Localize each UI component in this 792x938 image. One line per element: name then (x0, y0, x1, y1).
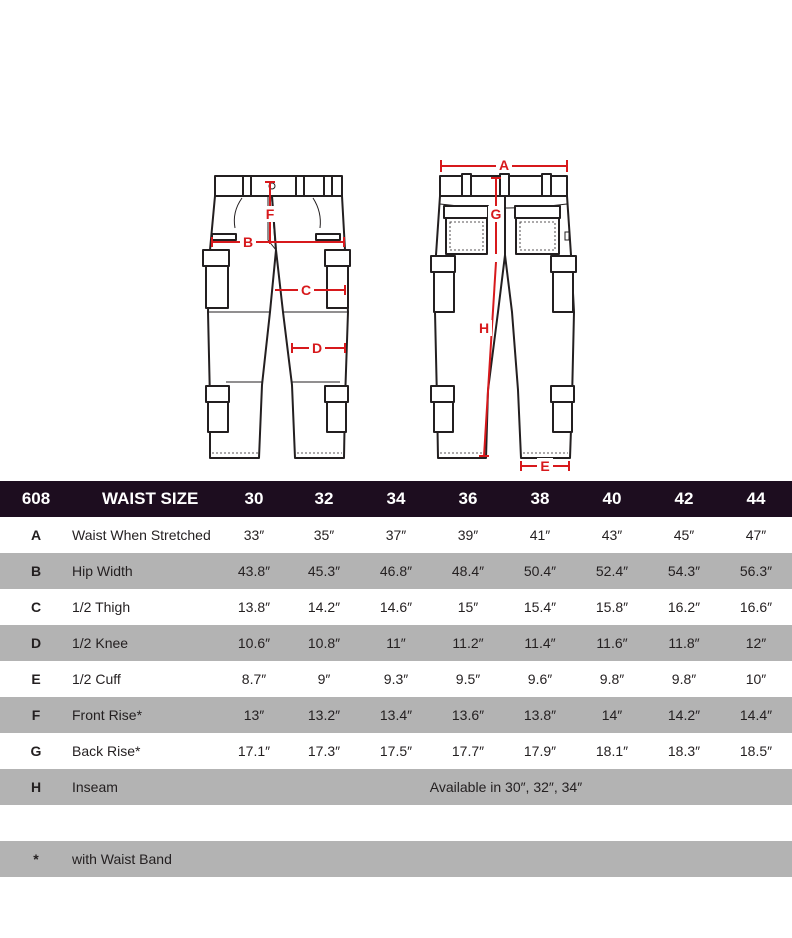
footnote-text: with Waist Band (72, 851, 172, 867)
model-number: 608 (21, 489, 51, 508)
row-label: Hip Width (72, 563, 133, 579)
cell-value: 52.4″ (595, 563, 629, 579)
cell-value: 13.6″ (451, 707, 485, 723)
row-code: C (30, 599, 42, 615)
cell-value: 17.7″ (451, 743, 485, 759)
cell-value: 11.8″ (668, 635, 700, 651)
row-code: A (30, 527, 42, 543)
cell-value: 41″ (529, 527, 551, 543)
cell-value: 50.4″ (523, 563, 557, 579)
cell-value: 39″ (457, 527, 479, 543)
row-code: F (31, 707, 41, 723)
cell-value: 47″ (745, 527, 767, 543)
cell-value: 13.2″ (307, 707, 341, 723)
cell-value: 14.6″ (379, 599, 413, 615)
cell-value: 13.4″ (379, 707, 413, 723)
row-label: 1/2 Cuff (72, 671, 121, 687)
row-label: 1/2 Thigh (72, 599, 131, 615)
cell-value: 43.8″ (237, 563, 271, 579)
row-code: G (30, 743, 42, 759)
waist-size-header: WAIST SIZE (102, 489, 199, 508)
cell-value: 15.4″ (523, 599, 557, 615)
cell-value: 45.3″ (307, 563, 341, 579)
size-chart-table (0, 481, 792, 877)
cell-value: 13″ (243, 707, 265, 723)
row-code: H (30, 779, 42, 795)
row-label: Inseam (72, 779, 118, 795)
marker-f: F (265, 206, 275, 222)
cell-value: 11″ (386, 635, 406, 651)
row-code: B (30, 563, 42, 579)
cell-value: 11.4″ (524, 635, 556, 651)
size-header: 42 (674, 489, 694, 508)
cell-value: 9.8″ (599, 671, 625, 687)
marker-b: B (242, 234, 254, 250)
cell-value: 54.3″ (667, 563, 701, 579)
cell-value: 9.5″ (455, 671, 481, 687)
cell-value: 43″ (601, 527, 623, 543)
cell-value: 10″ (745, 671, 767, 687)
cell-value: 15.8″ (595, 599, 629, 615)
cell-value: 33″ (243, 527, 265, 543)
cell-value: 10.6″ (237, 635, 271, 651)
cell-value: 18.5″ (739, 743, 773, 759)
cell-value: 16.2″ (667, 599, 701, 615)
table-row (0, 553, 792, 589)
cell-value: 11.6″ (596, 635, 628, 651)
cell-value: 17.9″ (523, 743, 557, 759)
marker-e: E (540, 458, 550, 474)
footnote-marker: * (33, 851, 39, 867)
size-header: 30 (244, 489, 264, 508)
row-label: Back Rise* (72, 743, 141, 759)
cell-value: 12″ (745, 635, 767, 651)
size-header: 32 (314, 489, 334, 508)
table-header-row (0, 481, 792, 517)
cell-value: 37″ (385, 527, 407, 543)
size-header: 40 (602, 489, 622, 508)
cell-value: 46.8″ (379, 563, 413, 579)
cell-value: 9.8″ (671, 671, 697, 687)
cell-value: 18.1″ (595, 743, 629, 759)
marker-d: D (311, 340, 323, 356)
cell-value: 48.4″ (451, 563, 485, 579)
cell-value: 9.3″ (383, 671, 409, 687)
cell-value: 14″ (601, 707, 623, 723)
size-header: 34 (386, 489, 406, 508)
cell-value: 9″ (317, 671, 331, 687)
spacer-row (0, 805, 792, 841)
marker-c: C (300, 282, 312, 298)
cell-value: 14.2″ (667, 707, 701, 723)
size-header: 36 (458, 489, 478, 508)
cell-value: 45″ (673, 527, 695, 543)
inseam-note: Available in 30″, 32″, 34″ (429, 779, 583, 795)
cell-value: 14.4″ (739, 707, 773, 723)
cell-value: 13.8″ (523, 707, 557, 723)
cell-value: 11.2″ (452, 635, 484, 651)
inseam-row (0, 769, 792, 805)
size-header: 44 (746, 489, 766, 508)
table-row (0, 625, 792, 661)
table-row (0, 661, 792, 697)
row-label: Front Rise* (72, 707, 143, 723)
row-code: D (30, 635, 42, 651)
cell-value: 13.8″ (237, 599, 271, 615)
cell-value: 10.8″ (307, 635, 341, 651)
row-code: E (31, 671, 41, 687)
cell-value: 17.3″ (307, 743, 341, 759)
cell-value: 17.5″ (379, 743, 413, 759)
table-row (0, 733, 792, 769)
cell-value: 16.6″ (739, 599, 773, 615)
cell-value: 35″ (313, 527, 335, 543)
cell-value: 56.3″ (739, 563, 773, 579)
table-row (0, 589, 792, 625)
marker-h: H (478, 320, 490, 336)
table-row (0, 697, 792, 733)
table-row (0, 517, 792, 553)
cell-value: 15″ (457, 599, 479, 615)
cell-value: 18.3″ (667, 743, 701, 759)
marker-g: G (490, 206, 502, 222)
footnote-row (0, 841, 792, 877)
cell-value: 8.7″ (241, 671, 267, 687)
cell-value: 14.2″ (307, 599, 341, 615)
cell-value: 17.1″ (237, 743, 271, 759)
row-label: 1/2 Knee (72, 635, 129, 651)
row-label: Waist When Stretched (72, 527, 211, 543)
size-header: 38 (530, 489, 550, 508)
cell-value: 9.6″ (527, 671, 553, 687)
marker-a: A (498, 157, 510, 173)
